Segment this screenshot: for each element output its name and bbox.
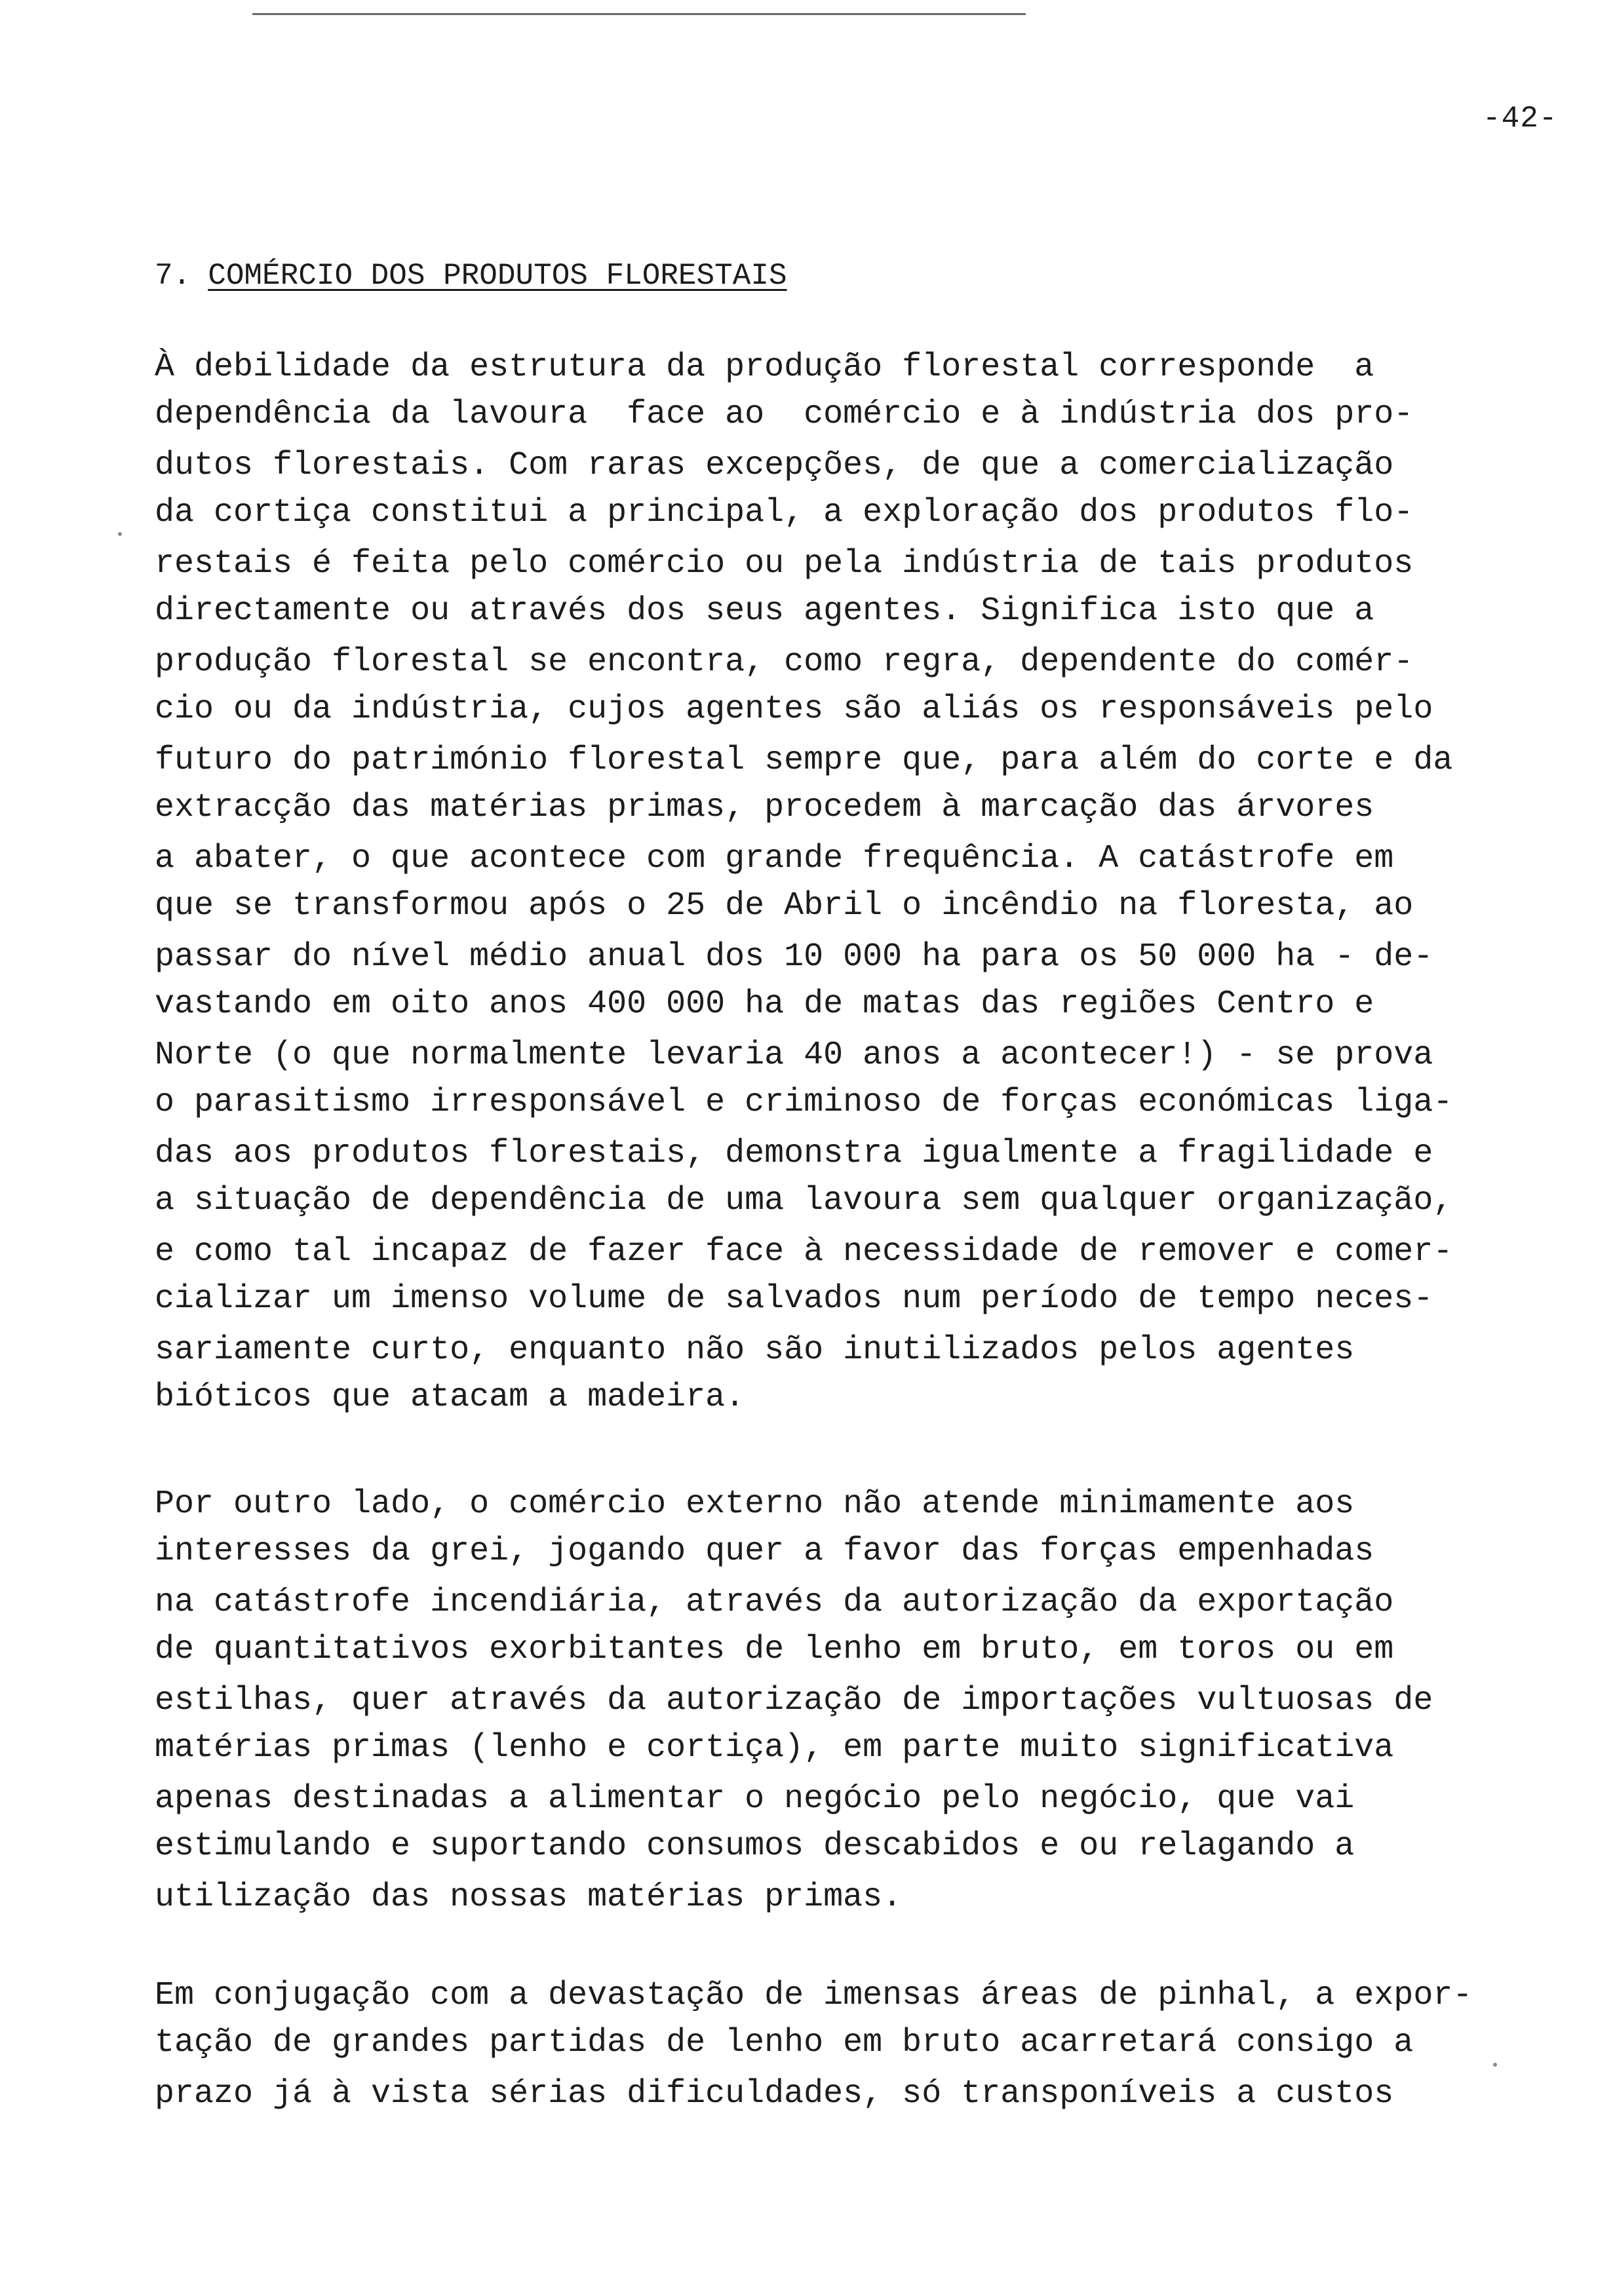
text-line: dutos florestais. Com raras excepções, de que a comercialização xyxy=(155,447,1394,484)
text-line: cializar um imenso volume de salvados num período de tempo neces- xyxy=(155,1280,1433,1318)
text-line: sariamente curto, enquanto não são inutilizados pelos agentes xyxy=(155,1331,1355,1369)
text-line: produção florestal se encontra, como regra, dependente do comér- xyxy=(155,643,1414,681)
text-line: bióticos que atacam a madeira. xyxy=(155,1379,745,1416)
text-line: da cortiça constitui a principal, a exploração dos produtos flo- xyxy=(155,494,1414,531)
margin-mark xyxy=(1493,2063,1497,2067)
text-line: passar do nível médio anual dos 10 000 ha para os 50 000 ha - de- xyxy=(155,938,1433,976)
text-line: Em conjugação com a devastação de imensas áreas de pinhal, a expor- xyxy=(155,1977,1473,2014)
text-line: que se transformou após o 25 de Abril o incêndio na floresta, ao xyxy=(155,887,1414,925)
text-line: na catástrofe incendiária, através da autorização da exportação xyxy=(155,1584,1394,1621)
text-line: interesses da grei, jogando quer a favor das forças empenhadas xyxy=(155,1533,1374,1570)
text-line: dependência da lavoura face ao comércio e à indústria dos pro- xyxy=(155,396,1414,433)
text-line: vastando em oito anos 400 000 ha de matas das regiões Centro e xyxy=(155,985,1374,1023)
text-line: directamente ou através dos seus agentes. Significa isto que a xyxy=(155,592,1374,630)
text-line: e como tal incapaz de fazer face à necessidade de remover e comer- xyxy=(155,1233,1453,1271)
text-line: prazo já à vista sérias dificuldades, só transponíveis a custos xyxy=(155,2075,1394,2113)
text-line: restais é feita pelo comércio ou pela indústria de tais produtos xyxy=(155,545,1414,583)
text-line: Por outro lado, o comércio externo não atende minimamente aos xyxy=(155,1485,1355,1523)
paragraph-2 xyxy=(155,1478,1492,1920)
text-line: apenas destinadas a alimentar o negócio pelo negócio, que vai xyxy=(155,1780,1355,1818)
text-line: À debilidade da estrutura da produção florestal corresponde a xyxy=(155,349,1374,386)
top-rule xyxy=(252,13,1026,15)
text-line: matérias primas (lenho e cortiça), em parte muito significativa xyxy=(155,1729,1394,1767)
page-number: -42- xyxy=(1483,102,1558,136)
text-line: estilhas, quer através da autorização de importações vultuosas de xyxy=(155,1682,1433,1719)
text-line: o parasitismo irresponsável e criminoso de forças económicas liga- xyxy=(155,1084,1453,1121)
text-line: extracção das matérias primas, procedem à marcação das árvores xyxy=(155,789,1374,826)
text-line: estimulando e suportando consumos descabidos e ou relagando a xyxy=(155,1827,1355,1865)
text-line: cio ou da indústria, cujos agentes são aliás os responsáveis pelo xyxy=(155,691,1433,728)
text-line: a situação de dependência de uma lavoura sem qualquer organização, xyxy=(155,1182,1453,1219)
paragraph-1 xyxy=(155,341,1492,1422)
text-line: Norte (o que normalmente levaria 40 anos a acontecer!) - se prova xyxy=(155,1037,1433,1074)
text-line: das aos produtos florestais, demonstra igualmente a fragilidade e xyxy=(155,1135,1433,1172)
text-line: futuro do património florestal sempre que, para além do corte e da xyxy=(155,742,1453,779)
paragraph-3 xyxy=(155,1969,1492,2116)
section-number: 7. xyxy=(155,259,191,293)
section-title: COMÉRCIO DOS PRODUTOS FLORESTAIS xyxy=(208,259,787,293)
text-line: a abater, o que acontece com grande frequência. A catástrofe em xyxy=(155,840,1394,877)
text-line: utilização das nossas matérias primas. xyxy=(155,1879,903,1916)
margin-mark xyxy=(118,532,122,536)
text-line: de quantitativos exorbitantes de lenho em bruto, em toros ou em xyxy=(155,1631,1394,1668)
section-heading xyxy=(155,261,787,291)
text-line: tação de grandes partidas de lenho em bruto acarretará consigo a xyxy=(155,2024,1414,2061)
